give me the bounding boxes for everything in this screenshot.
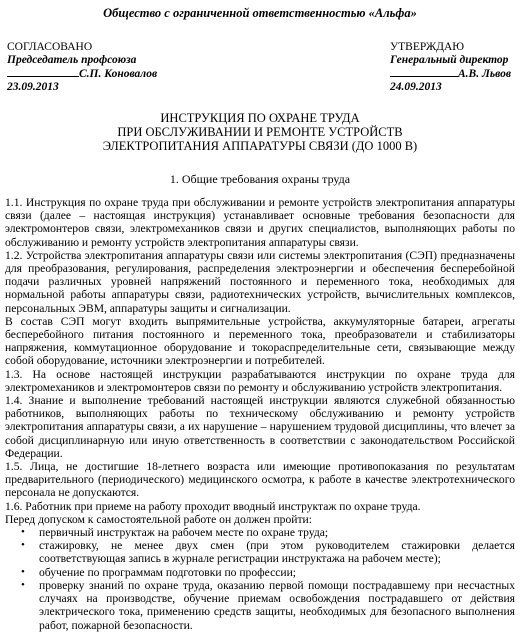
- agreed-signature: С.П. Коновалов: [79, 68, 158, 80]
- list-item-text: проверку знаний по охране труда, оказанию первой помощи пострадавшему при несчастных случаях на производстве, обучение приемам освобождения пострадавшего от действия электрического тока, применению средств защиты, необходимых для безопасного выполнения работ, пожарной безопасности.: [39, 578, 515, 632]
- section-title: 1. Общие требования охраны труда: [169, 172, 351, 186]
- list-item: [5, 579, 515, 632]
- document-body: [5, 196, 515, 632]
- bullet-icon: •: [21, 526, 25, 539]
- requirements-list: [5, 526, 515, 632]
- list-item: [5, 539, 515, 565]
- agreed-signature-row: [7, 66, 157, 81]
- list-lead: Перед допуском к самостоятельной работе он должен пройти:: [5, 512, 312, 526]
- approved-role: Генеральный директор: [390, 53, 509, 66]
- approved-block: [390, 41, 511, 93]
- paragraph: 1.4. Знание и выполнение требований настоящей инструкции являются служебной обязанностью работников, выполняющих работы по техническому обслуживанию и ремонту устройств электропитания аппаратуры связи, а их нарушение – нарушением трудовой дисциплины, что влечет за собой дисциплинарную или иную ответственность в соответствии с законодательством Российской Федерации.: [5, 394, 515, 460]
- list-item-text: стажировку, не менее двух смен (при этом руководителем стажировки делается соответствующая запись в журнале регистрации инструктажа на рабочем месте);: [39, 539, 515, 566]
- approved-signature-line: [390, 66, 458, 77]
- bullet-icon: •: [21, 578, 25, 591]
- agreed-title: СОГЛАСОВАНО: [7, 41, 93, 53]
- paragraph: 1.2. Устройства электропитания аппаратуры связи или системы электропитания (СЭП) предназначены для преобразования, регулирования, распределения электроэнергии и обеспечения бесперебойной подачи различных уровней напряжений постоянного и переменного тока, необходимых для нормальной работы аппаратуры связи, радиотехнических устройств, вычислительных комплексов, персональных ЭВМ, аппаратуры защиты и сигнализации.: [5, 248, 515, 315]
- paragraph: 1.3. На основе настоящей инструкции разрабатываются инструкции по охране труда для электромехаников и электромонтеров связи по ремонту и обслуживанию устройств электропитания.: [5, 367, 515, 394]
- list-item-text: первичный инструктаж на рабочем месте по охране труда;: [39, 526, 329, 540]
- document-title-line: ЭЛЕКТРОПИТАНИЯ АППАРАТУРЫ СВЯЗИ (ДО 1000 В): [102, 139, 418, 153]
- document-title-line: ПРИ ОБСЛУЖИВАНИИ И РЕМОНТЕ УСТРОЙСТВ: [117, 125, 403, 139]
- list-item: [5, 526, 515, 539]
- agreed-date: 23.09.2013: [7, 80, 59, 93]
- approved-date: 24.09.2013: [390, 80, 442, 93]
- paragraph: 1.6. Работник при приеме на работу проходит вводный инструктаж по охране труда.: [5, 499, 421, 513]
- approved-signature-row: [390, 66, 511, 81]
- document-title: [0, 111, 520, 153]
- bullet-icon: •: [21, 565, 25, 578]
- list-item: [5, 566, 515, 579]
- paragraph: 1.1. Инструкция по охране труда при обслуживании и ремонте устройств электропитания аппаратуры связи (далее – настоящая инструкция) устанавливает основные требования безопасности для электромонтеров связи, электромехаников связи и других специалистов, выполняющих работы по обслуживанию и ремонту устройств электропитания аппаратуры связи.: [5, 196, 515, 249]
- list-item-text: обучение по программам подготовки по профессии;: [39, 565, 297, 579]
- agreed-block: [7, 41, 157, 93]
- agreed-role: Председатель профсоюза: [7, 53, 137, 66]
- bullet-icon: •: [21, 539, 25, 552]
- document-title-line: ИНСТРУКЦИЯ ПО ОХРАНЕ ТРУДА: [160, 111, 360, 125]
- approved-title: УТВЕРЖДАЮ: [390, 41, 465, 53]
- paragraph: 1.5. Лица, не достигшие 18-летнего возраста или имеющие противопоказания по результатам предварительного (периодического) медицинского осмотра, к работе в качестве электротехнического персонала не допускаются.: [5, 460, 515, 500]
- approved-signature: А.В. Львов: [458, 68, 511, 80]
- organization-name: Общество с ограниченной ответственностью «Альфа»: [103, 6, 417, 20]
- paragraph: В состав СЭП могут входить выпрямительные устройства, аккумуляторные батареи, агрегаты бесперебойного питания постоянного и переменного тока, преобразователи и стабилизаторы напряжения, коммутационное оборудование и токораспределительные сети, связывающие между собой оборудование, источники электроэнергии и потребителей.: [5, 314, 515, 368]
- agreed-signature-line: [7, 66, 79, 77]
